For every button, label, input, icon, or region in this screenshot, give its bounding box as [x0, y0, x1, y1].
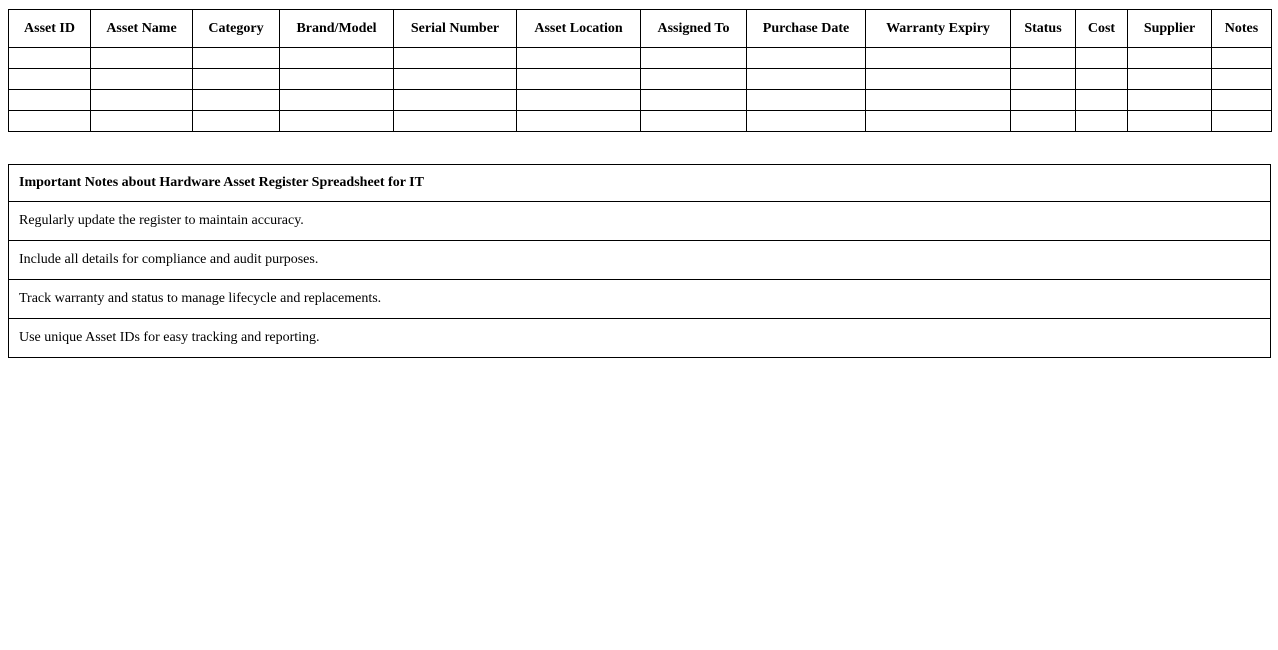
- note-item: Track warranty and status to manage lifecycle and replacements.: [9, 280, 1271, 319]
- empty-cell: [1076, 111, 1128, 132]
- note-item: Regularly update the register to maintain accuracy.: [9, 202, 1271, 241]
- empty-cell: [193, 69, 280, 90]
- empty-cell: [517, 48, 641, 69]
- note-row: [9, 241, 1271, 280]
- column-header-warranty-expiry: Warranty Expiry: [866, 10, 1011, 48]
- note-item: Include all details for compliance and audit purposes.: [9, 241, 1271, 280]
- asset-table-row: [9, 69, 1272, 90]
- empty-cell: [1212, 69, 1272, 90]
- empty-cell: [91, 69, 193, 90]
- column-header-brand-model: Brand/Model: [280, 10, 394, 48]
- asset-table-row: [9, 48, 1272, 69]
- empty-cell: [1128, 48, 1212, 69]
- empty-cell: [91, 111, 193, 132]
- empty-cell: [1212, 90, 1272, 111]
- empty-cell: [1076, 48, 1128, 69]
- empty-cell: [747, 48, 866, 69]
- empty-cell: [517, 69, 641, 90]
- note-item: Use unique Asset IDs for easy tracking and reporting.: [9, 319, 1271, 358]
- empty-cell: [641, 48, 747, 69]
- column-header-asset-name: Asset Name: [91, 10, 193, 48]
- empty-cell: [280, 69, 394, 90]
- empty-cell: [9, 111, 91, 132]
- asset-register-table: [8, 9, 1272, 132]
- column-header-cost: Cost: [1076, 10, 1128, 48]
- empty-cell: [394, 111, 517, 132]
- empty-cell: [394, 69, 517, 90]
- asset-table-header-row: [9, 10, 1272, 48]
- note-row: [9, 202, 1271, 241]
- empty-cell: [1011, 48, 1076, 69]
- asset-table-row: [9, 111, 1272, 132]
- column-header-serial-number: Serial Number: [394, 10, 517, 48]
- empty-cell: [1076, 69, 1128, 90]
- empty-cell: [866, 69, 1011, 90]
- empty-cell: [866, 111, 1011, 132]
- empty-cell: [1011, 111, 1076, 132]
- empty-cell: [641, 69, 747, 90]
- column-header-asset-location: Asset Location: [517, 10, 641, 48]
- column-header-status: Status: [1011, 10, 1076, 48]
- notes-title: Important Notes about Hardware Asset Register Spreadsheet for IT: [9, 165, 1271, 202]
- empty-cell: [9, 69, 91, 90]
- column-header-purchase-date: Purchase Date: [747, 10, 866, 48]
- asset-table-row: [9, 90, 1272, 111]
- column-header-asset-id: Asset ID: [9, 10, 91, 48]
- column-header-notes: Notes: [1212, 10, 1272, 48]
- empty-cell: [193, 111, 280, 132]
- empty-cell: [9, 90, 91, 111]
- empty-cell: [1076, 90, 1128, 111]
- empty-cell: [394, 90, 517, 111]
- column-header-category: Category: [193, 10, 280, 48]
- empty-cell: [193, 90, 280, 111]
- empty-cell: [193, 48, 280, 69]
- note-row: [9, 319, 1271, 358]
- empty-cell: [747, 69, 866, 90]
- notes-title-row: [9, 165, 1271, 202]
- empty-cell: [280, 111, 394, 132]
- empty-cell: [280, 48, 394, 69]
- empty-cell: [1128, 90, 1212, 111]
- empty-cell: [1212, 48, 1272, 69]
- empty-cell: [517, 111, 641, 132]
- empty-cell: [1128, 69, 1212, 90]
- empty-cell: [517, 90, 641, 111]
- empty-cell: [280, 90, 394, 111]
- empty-cell: [1011, 90, 1076, 111]
- empty-cell: [866, 48, 1011, 69]
- column-header-supplier: Supplier: [1128, 10, 1212, 48]
- empty-cell: [747, 90, 866, 111]
- empty-cell: [641, 90, 747, 111]
- column-header-assigned-to: Assigned To: [641, 10, 747, 48]
- empty-cell: [91, 90, 193, 111]
- empty-cell: [9, 48, 91, 69]
- empty-cell: [91, 48, 193, 69]
- empty-cell: [866, 90, 1011, 111]
- notes-table: [8, 164, 1271, 358]
- empty-cell: [641, 111, 747, 132]
- note-row: [9, 280, 1271, 319]
- empty-cell: [394, 48, 517, 69]
- empty-cell: [747, 111, 866, 132]
- empty-cell: [1011, 69, 1076, 90]
- empty-cell: [1212, 111, 1272, 132]
- empty-cell: [1128, 111, 1212, 132]
